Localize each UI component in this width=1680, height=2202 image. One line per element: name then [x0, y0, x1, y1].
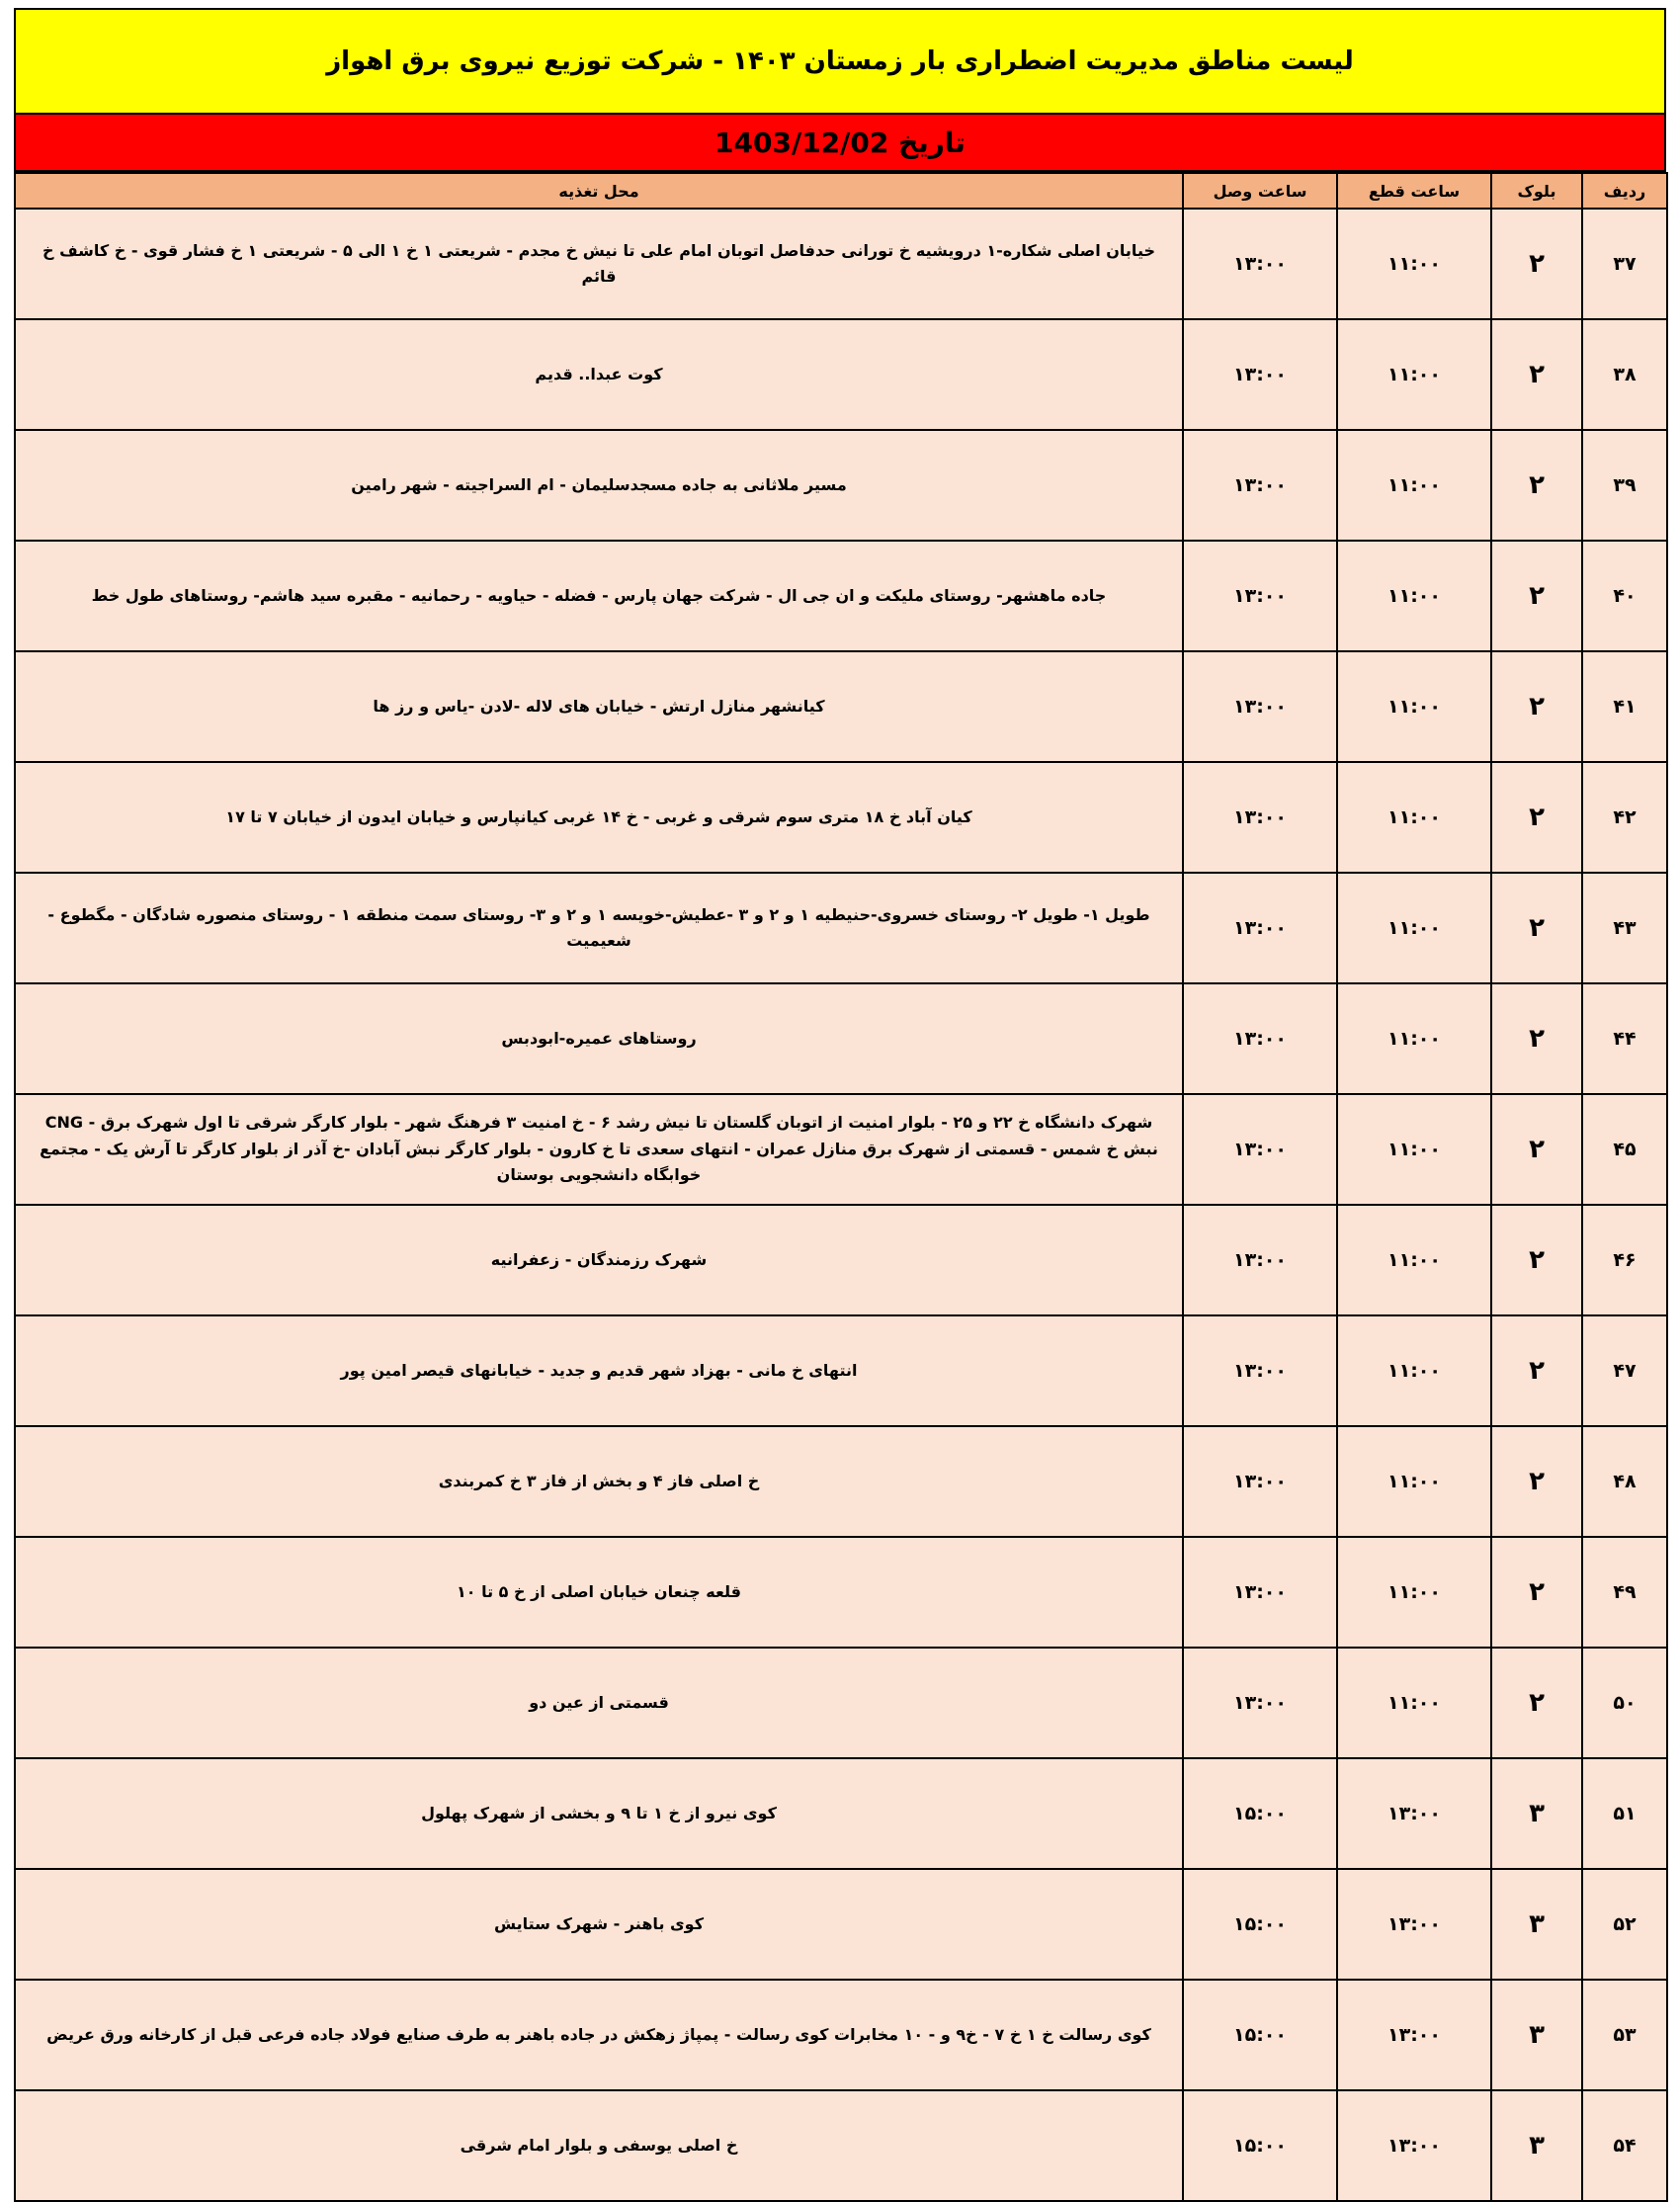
- location-cell: خ اصلی فاز ۴ و بخش از فاز ۳ خ کمربندی: [15, 1426, 1183, 1537]
- location-cell: کیان آباد خ ۱۸ متری سوم شرقی و غربی - خ ۱۴ غربی کیانپارس و خیابان ایدون از خیابان ۷ تا ۱۷: [15, 762, 1183, 873]
- block-cell: ۳: [1491, 1758, 1582, 1869]
- connect-time-cell: ۱۳:۰۰: [1183, 873, 1337, 983]
- schedule-date: تاریخ 1403/12/02: [14, 115, 1666, 172]
- document-title: لیست مناطق مدیریت اضطراری بار زمستان ۱۴۰۳ - شرکت توزیع نیروی برق اهواز: [14, 8, 1666, 115]
- block-cell: ۲: [1491, 651, 1582, 762]
- row-number-cell: ۴۲: [1582, 762, 1667, 873]
- cut-time-cell: ۱۱:۰۰: [1337, 1094, 1491, 1205]
- table-row: [15, 1648, 1667, 1758]
- block-cell: ۲: [1491, 319, 1582, 430]
- connect-time-cell: ۱۳:۰۰: [1183, 430, 1337, 541]
- cut-time-cell: ۱۱:۰۰: [1337, 651, 1491, 762]
- outage-schedule-sheet: [14, 8, 1666, 2202]
- cut-time-cell: ۱۱:۰۰: [1337, 873, 1491, 983]
- cut-time-cell: ۱۳:۰۰: [1337, 1869, 1491, 1980]
- table-row: [15, 209, 1667, 319]
- block-cell: ۲: [1491, 873, 1582, 983]
- location-cell: قسمتی از عین دو: [15, 1648, 1183, 1758]
- table-row: [15, 1869, 1667, 1980]
- cut-time-cell: ۱۱:۰۰: [1337, 1315, 1491, 1426]
- connect-time-cell: ۱۵:۰۰: [1183, 1980, 1337, 2090]
- location-cell: کوی رسالت خ ۱ خ ۷ - خ۹ و - ۱۰ مخابرات کوی رسالت - پمپاژ زهکش در جاده باهنر به طرف صنایع فولاد جاده فرعی قبل از کارخانه ورق عریض: [15, 1980, 1183, 2090]
- location-cell: کوت عبدا.. قدیم: [15, 319, 1183, 430]
- table-row: [15, 762, 1667, 873]
- connect-time-cell: ۱۳:۰۰: [1183, 1315, 1337, 1426]
- location-cell: مسیر ملاثانی به جاده مسجدسلیمان - ام السراجیته - شهر رامین: [15, 430, 1183, 541]
- header-row-number: ردیف: [1582, 173, 1667, 209]
- connect-time-cell: ۱۳:۰۰: [1183, 1537, 1337, 1648]
- connect-time-cell: ۱۳:۰۰: [1183, 983, 1337, 1094]
- connect-time-cell: ۱۳:۰۰: [1183, 1205, 1337, 1315]
- cut-time-cell: ۱۱:۰۰: [1337, 319, 1491, 430]
- cut-time-cell: ۱۱:۰۰: [1337, 541, 1491, 651]
- block-cell: ۳: [1491, 2090, 1582, 2201]
- table-row: [15, 1315, 1667, 1426]
- row-number-cell: ۴۶: [1582, 1205, 1667, 1315]
- cut-time-cell: ۱۱:۰۰: [1337, 430, 1491, 541]
- connect-time-cell: ۱۳:۰۰: [1183, 651, 1337, 762]
- table-row: [15, 319, 1667, 430]
- row-number-cell: ۵۳: [1582, 1980, 1667, 2090]
- cut-time-cell: ۱۱:۰۰: [1337, 983, 1491, 1094]
- row-number-cell: ۴۴: [1582, 983, 1667, 1094]
- header-location: محل تغذیه: [15, 173, 1183, 209]
- table-row: [15, 1094, 1667, 1205]
- block-cell: ۲: [1491, 983, 1582, 1094]
- block-cell: ۲: [1491, 1315, 1582, 1426]
- row-number-cell: ۳۸: [1582, 319, 1667, 430]
- location-cell: کوی باهنر - شهرک ستایش: [15, 1869, 1183, 1980]
- block-cell: ۳: [1491, 1869, 1582, 1980]
- connect-time-cell: ۱۳:۰۰: [1183, 209, 1337, 319]
- cut-time-cell: ۱۱:۰۰: [1337, 762, 1491, 873]
- location-cell: جاده ماهشهر- روستای ملیکت و ان جی ال - شرکت جهان پارس - فضله - حیاویه - رحمانیه - مقبره سید هاشم- روستاهای طول خط: [15, 541, 1183, 651]
- cut-time-cell: ۱۱:۰۰: [1337, 209, 1491, 319]
- row-number-cell: ۴۰: [1582, 541, 1667, 651]
- cut-time-cell: ۱۳:۰۰: [1337, 2090, 1491, 2201]
- block-cell: ۲: [1491, 209, 1582, 319]
- table-row: [15, 873, 1667, 983]
- connect-time-cell: ۱۵:۰۰: [1183, 1869, 1337, 1980]
- row-number-cell: ۵۱: [1582, 1758, 1667, 1869]
- location-cell: شهرک رزمندگان - زعفرانیه: [15, 1205, 1183, 1315]
- row-number-cell: ۴۱: [1582, 651, 1667, 762]
- connect-time-cell: ۱۳:۰۰: [1183, 762, 1337, 873]
- row-number-cell: ۴۸: [1582, 1426, 1667, 1537]
- cut-time-cell: ۱۳:۰۰: [1337, 1980, 1491, 2090]
- table-row: [15, 1205, 1667, 1315]
- table-body: [15, 209, 1667, 2201]
- cut-time-cell: ۱۳:۰۰: [1337, 1758, 1491, 1869]
- row-number-cell: ۴۷: [1582, 1315, 1667, 1426]
- connect-time-cell: ۱۳:۰۰: [1183, 541, 1337, 651]
- table-row: [15, 651, 1667, 762]
- location-cell: طویل ۱- طویل ۲- روستای خسروی-حنیطیه ۱ و ۲ و ۳ -عطیش-خویسه ۱ و ۲ و ۳- روستای سمت منطقه ۱ - روستای منصوره شادگان - مگطوع - شعیمیت: [15, 873, 1183, 983]
- row-number-cell: ۴۹: [1582, 1537, 1667, 1648]
- block-cell: ۲: [1491, 1648, 1582, 1758]
- table-header-row: [15, 173, 1667, 209]
- connect-time-cell: ۱۳:۰۰: [1183, 1648, 1337, 1758]
- row-number-cell: ۴۳: [1582, 873, 1667, 983]
- location-cell: خیابان اصلی شکاره-۱ درویشیه خ تورانی حدفاصل اتوبان امام علی تا نیش خ مجدم - شریعتی ۱ خ ۱ الی ۵ - شریعتی ۱ خ فشار قوی - خ کاشف خ قائم: [15, 209, 1183, 319]
- row-number-cell: ۵۲: [1582, 1869, 1667, 1980]
- header-cut-time: ساعت قطع: [1337, 173, 1491, 209]
- block-cell: ۲: [1491, 541, 1582, 651]
- block-cell: ۲: [1491, 430, 1582, 541]
- table-row: [15, 541, 1667, 651]
- row-number-cell: ۵۴: [1582, 2090, 1667, 2201]
- row-number-cell: ۴۵: [1582, 1094, 1667, 1205]
- table-row: [15, 1426, 1667, 1537]
- table-row: [15, 1980, 1667, 2090]
- row-number-cell: ۵۰: [1582, 1648, 1667, 1758]
- table-row: [15, 2090, 1667, 2201]
- cut-time-cell: ۱۱:۰۰: [1337, 1537, 1491, 1648]
- block-cell: ۲: [1491, 1426, 1582, 1537]
- location-cell: قلعه چنعان خیابان اصلی از خ ۵ تا ۱۰: [15, 1537, 1183, 1648]
- connect-time-cell: ۱۵:۰۰: [1183, 2090, 1337, 2201]
- location-cell: کوی نیرو از خ ۱ تا ۹ و بخشی از شهرک پهلول: [15, 1758, 1183, 1869]
- row-number-cell: ۳۹: [1582, 430, 1667, 541]
- location-cell: روستاهای عمیره-ابودبس: [15, 983, 1183, 1094]
- header-block: بلوک: [1491, 173, 1582, 209]
- location-cell: خ اصلی یوسفی و بلوار امام شرقی: [15, 2090, 1183, 2201]
- location-cell: انتهای خ مانی - بهزاد شهر قدیم و جدید - خیابانهای قیصر امین پور: [15, 1315, 1183, 1426]
- table-row: [15, 1537, 1667, 1648]
- location-cell: کیانشهر منازل ارتش - خیابان های لاله -لادن -یاس و رز ها: [15, 651, 1183, 762]
- connect-time-cell: ۱۵:۰۰: [1183, 1758, 1337, 1869]
- connect-time-cell: ۱۳:۰۰: [1183, 1426, 1337, 1537]
- location-cell: شهرک دانشگاه خ ۲۲ و ۲۵ - بلوار امنیت از اتوبان گلستان تا نیش رشد ۶ - خ امنیت ۳ فرهنگ شهر - بلوار کارگر شرقی تا اول شهرک برق - CNG نبش خ شمس - قسمتی از شهرک برق منازل عمران - انتهای سعدی تا خ کارون - بلوار کارگر نبش آبادان -خ آذر از بلوار کارگر تا آرش یک - مجتمع خوابگاه دانشجویی بوستان: [15, 1094, 1183, 1205]
- block-cell: ۲: [1491, 1205, 1582, 1315]
- block-cell: ۳: [1491, 1980, 1582, 2090]
- cut-time-cell: ۱۱:۰۰: [1337, 1205, 1491, 1315]
- block-cell: ۲: [1491, 1094, 1582, 1205]
- table-row: [15, 1758, 1667, 1869]
- connect-time-cell: ۱۳:۰۰: [1183, 319, 1337, 430]
- block-cell: ۲: [1491, 1537, 1582, 1648]
- connect-time-cell: ۱۳:۰۰: [1183, 1094, 1337, 1205]
- outage-table: [14, 172, 1668, 2202]
- cut-time-cell: ۱۱:۰۰: [1337, 1648, 1491, 1758]
- block-cell: ۲: [1491, 762, 1582, 873]
- cut-time-cell: ۱۱:۰۰: [1337, 1426, 1491, 1537]
- table-row: [15, 430, 1667, 541]
- header-connect-time: ساعت وصل: [1183, 173, 1337, 209]
- row-number-cell: ۳۷: [1582, 209, 1667, 319]
- table-row: [15, 983, 1667, 1094]
